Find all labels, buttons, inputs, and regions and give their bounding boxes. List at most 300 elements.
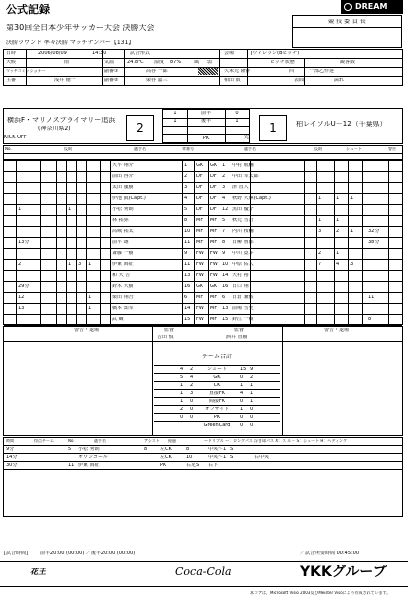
team-total-label: チーム合計	[201, 354, 232, 360]
home-player-number: 2	[184, 174, 188, 179]
column-divider	[182, 227, 183, 238]
home-coach: 吉田 慎	[157, 335, 174, 340]
half1-away: 0	[235, 111, 239, 116]
home-stat-b: 0	[190, 407, 194, 412]
hatched-cell	[198, 68, 218, 75]
home-stat-a: 4	[180, 367, 184, 372]
away-player-number: 8	[222, 240, 226, 245]
goal-no: 5	[68, 447, 72, 452]
column-divider	[316, 227, 317, 238]
column-divider	[110, 205, 111, 216]
column-divider	[66, 282, 67, 293]
goal-row	[4, 446, 402, 454]
goal-desc: 中央～1	[208, 455, 227, 460]
away-stat-2: 1	[336, 218, 340, 223]
column-divider	[334, 238, 335, 249]
player-row	[4, 260, 402, 271]
home-stat-a: 2	[180, 407, 184, 412]
half-scores	[162, 109, 250, 143]
column-divider	[316, 194, 317, 205]
column-divider	[348, 238, 349, 249]
home-player-name: 大平 翔介	[112, 163, 134, 168]
away-player-position: MF	[210, 218, 218, 223]
column-divider	[56, 271, 57, 282]
column-divider	[182, 260, 183, 271]
column-divider	[76, 161, 77, 172]
column-divider	[76, 304, 77, 315]
column-divider	[362, 315, 363, 326]
column-divider	[100, 238, 101, 249]
column-divider	[66, 183, 67, 194]
column-divider	[110, 304, 111, 315]
column-divider	[348, 260, 349, 271]
column-divider	[110, 293, 111, 304]
column-divider	[194, 282, 195, 293]
half2-label: 後半	[200, 119, 211, 124]
cocacola-logo: Coca-Cola	[175, 566, 232, 577]
goal-no2: 8	[186, 447, 190, 452]
column-divider	[56, 161, 57, 172]
stat-row	[154, 373, 280, 381]
away-player-number: 7	[222, 229, 226, 234]
column-divider	[56, 304, 57, 315]
column-divider	[76, 249, 77, 260]
column-divider	[316, 216, 317, 227]
away-stat-a: 0	[240, 399, 244, 404]
column-divider	[16, 183, 17, 194]
column-divider	[334, 227, 335, 238]
home-player-number: 14	[184, 306, 191, 311]
away-stat-a: 4	[240, 391, 244, 396]
player-row	[4, 249, 402, 260]
half1-home: 1	[173, 111, 177, 116]
column-divider	[334, 315, 335, 326]
sponsor-bar	[0, 561, 408, 587]
fourth-label: 四	[289, 69, 295, 74]
column-divider	[110, 315, 111, 326]
player-row	[4, 205, 402, 216]
home-player-number: 4	[184, 196, 188, 201]
home-player-number: 13	[184, 273, 191, 278]
away-stat-b: 1	[250, 399, 254, 404]
column-divider	[40, 260, 41, 271]
column-divider	[348, 271, 349, 282]
player-row	[4, 161, 402, 172]
column-divider	[66, 271, 67, 282]
goal-time: 14分	[6, 455, 18, 460]
away-stat-a: 0	[240, 375, 244, 380]
home-stat-1: 12	[18, 295, 25, 300]
away-stat-1: 7	[318, 262, 322, 267]
fourth-value: 一部乙作達	[309, 69, 335, 74]
home-player-position: DF	[196, 196, 203, 201]
stat-row	[154, 397, 280, 405]
weather-value: 雨	[64, 60, 70, 65]
away-stat-a: 0	[240, 415, 244, 420]
home-stat-1: 2	[18, 262, 22, 267]
column-divider	[100, 282, 101, 293]
column-divider	[208, 183, 209, 194]
column-divider	[304, 260, 305, 271]
home-stat-4: 1	[88, 262, 92, 267]
away-stat-b: 0	[250, 423, 254, 428]
column-divider	[16, 293, 17, 304]
column-divider	[86, 172, 87, 183]
column-divider	[66, 161, 67, 172]
column-divider	[66, 172, 67, 183]
column-divider	[362, 304, 363, 315]
column-divider	[110, 282, 111, 293]
column-divider	[250, 271, 251, 282]
goals-time-header: 時間	[6, 439, 14, 443]
home-player-name: 栗田 翔吾	[112, 295, 134, 300]
away-player-position: GK	[210, 163, 218, 168]
kickoff-label: KICK OFF	[4, 135, 27, 140]
column-divider	[362, 260, 363, 271]
away-stat-1: 2	[318, 251, 322, 256]
away-stat-a: 0	[240, 423, 244, 428]
goals-player-header: 選手名	[94, 439, 106, 443]
column-divider	[208, 260, 209, 271]
stat-label: オフサイド	[204, 407, 230, 412]
stat-label: シュート	[207, 367, 227, 372]
home-player-name: 前田 啓介	[112, 174, 134, 179]
home-player-position: FW	[196, 262, 204, 267]
home-stat-b: 0	[190, 399, 194, 404]
home-stat-1: 13分	[18, 240, 30, 245]
referee2-value: 染谷 嘉三	[146, 78, 168, 83]
column-divider	[100, 216, 101, 227]
column-divider	[86, 194, 87, 205]
column-divider	[56, 172, 57, 183]
column-divider	[66, 238, 67, 249]
column-divider	[182, 238, 183, 249]
referee-value: 浅井 徳一	[54, 78, 76, 83]
column-divider	[208, 172, 209, 183]
column-divider	[56, 260, 57, 271]
match-time-label: [試合時間]	[4, 551, 28, 556]
column-divider	[100, 227, 101, 238]
column-divider	[348, 172, 349, 183]
column-divider	[86, 183, 87, 194]
column-divider	[348, 205, 349, 216]
column-divider	[182, 293, 183, 304]
column-divider	[16, 271, 17, 282]
away-player-name: 中村 航輔	[232, 163, 254, 168]
home-stat-a: 0	[180, 415, 184, 420]
column-divider	[66, 293, 67, 304]
stat-row	[154, 365, 280, 373]
column-divider	[388, 216, 389, 227]
column-divider	[362, 227, 363, 238]
away-player-position: DF	[210, 196, 217, 201]
column-divider	[194, 260, 195, 271]
goal-time: 9分	[6, 447, 15, 452]
stat-label: GK	[213, 375, 221, 380]
column-divider	[86, 205, 87, 216]
column-divider	[316, 172, 317, 183]
column-divider	[316, 315, 317, 326]
column-divider	[40, 205, 41, 216]
home-player-number: 9	[184, 251, 188, 256]
home-player-name: 伊東 海征	[112, 262, 134, 267]
goals-no-header: No.	[68, 439, 75, 443]
column-divider	[304, 183, 305, 194]
home-stat-b: 0	[190, 415, 194, 420]
column-divider	[110, 249, 111, 260]
format-label: 試合形式	[130, 51, 151, 56]
column-divider	[40, 183, 41, 194]
column-divider	[316, 282, 317, 293]
team-stats	[154, 365, 280, 429]
column-divider	[86, 282, 87, 293]
home-player-name: 太田 嵐樹	[112, 185, 134, 190]
column-divider	[362, 271, 363, 282]
kickoff-mark: 先	[244, 135, 250, 140]
column-divider	[76, 183, 77, 194]
column-divider	[16, 249, 17, 260]
column-divider	[76, 282, 77, 293]
surface-label: 表面	[294, 78, 305, 83]
column-divider	[100, 304, 101, 315]
header-player-home: 選手名	[134, 147, 146, 151]
referee2-label: 副審②	[104, 78, 119, 83]
goals-legend: ～ドリブル ～：ロングパス 浮き球パス X：ス ル－ S：シュート H：ヘディング	[204, 439, 347, 443]
away-player-name: 中原 佑人	[232, 262, 254, 267]
away-player-name: 前場 雪史	[232, 306, 254, 311]
soccer-ball-icon	[344, 3, 352, 11]
column-divider	[66, 227, 67, 238]
goal-desc: 右下	[208, 463, 219, 468]
column-divider	[388, 260, 389, 271]
column-divider	[316, 271, 317, 282]
home-player-position: MF	[196, 218, 204, 223]
column-divider	[208, 161, 209, 172]
away-player-number: 6	[222, 295, 226, 300]
date-label: 日時	[6, 51, 17, 56]
column-divider	[76, 315, 77, 326]
away-player-position: MF	[210, 295, 218, 300]
column-divider	[56, 282, 57, 293]
column-divider	[86, 293, 87, 304]
column-divider	[250, 183, 251, 194]
column-divider	[208, 205, 209, 216]
column-divider	[208, 293, 209, 304]
column-divider	[100, 271, 101, 282]
away-stat-b: 9	[250, 367, 254, 372]
player-row	[4, 194, 402, 205]
column-divider	[194, 216, 195, 227]
away-player-name: 津 直人	[232, 185, 249, 190]
column-divider	[348, 161, 349, 172]
column-divider	[40, 161, 41, 172]
column-divider	[66, 205, 67, 216]
away-score-box	[259, 115, 287, 141]
column-divider	[388, 304, 389, 315]
column-divider	[56, 227, 57, 238]
spectators-label: 観客数	[340, 60, 356, 65]
goals-team-header: 得点チーム	[34, 439, 54, 443]
column-divider	[16, 282, 17, 293]
home-score: 2	[136, 122, 144, 134]
column-divider	[16, 172, 17, 183]
header-player-away: 選手名	[244, 147, 256, 151]
home-stat-b: 4	[190, 375, 194, 380]
column-divider	[182, 183, 183, 194]
home-score-box	[126, 115, 154, 141]
away-stat-2: 1	[336, 251, 340, 256]
column-divider	[40, 249, 41, 260]
column-divider	[388, 249, 389, 260]
home-player-position: DF	[196, 207, 203, 212]
home-player-name: 小松 秀朗	[112, 207, 134, 212]
away-note: 11	[368, 295, 375, 300]
column-divider	[110, 161, 111, 172]
column-divider	[316, 260, 317, 271]
away-player-name: 鈴江 一樹	[232, 317, 254, 322]
away-player-name: 中川 寛斗	[232, 251, 254, 256]
goals-assist-header: アシスト	[144, 439, 160, 443]
home-player-position: FW	[196, 306, 204, 311]
player-row	[4, 271, 402, 282]
away-stat-b: 0	[250, 415, 254, 420]
column-divider	[388, 194, 389, 205]
column-divider	[86, 271, 87, 282]
away-stat-a: 15	[240, 367, 247, 372]
column-divider	[40, 315, 41, 326]
column-divider	[66, 304, 67, 315]
player-row	[4, 238, 402, 249]
column-divider	[334, 293, 335, 304]
column-divider	[316, 249, 317, 260]
column-divider	[362, 293, 363, 304]
cards-label-away: 警告・退場	[324, 328, 350, 333]
player-row	[4, 216, 402, 227]
footer-note: 本コアは，Microsoft Visio 2003及びMeister Visoにより作成されています。	[250, 591, 391, 595]
column-divider	[16, 216, 17, 227]
goal-row	[4, 462, 402, 470]
away-note: 8	[368, 317, 372, 322]
away-stat-3: 1	[350, 196, 354, 201]
column-divider	[348, 282, 349, 293]
column-divider	[194, 194, 195, 205]
column-divider	[100, 194, 101, 205]
column-divider	[40, 238, 41, 249]
column-divider	[304, 282, 305, 293]
away-player-name: 日口 翔	[232, 284, 249, 289]
home-player-number: 1	[184, 163, 188, 168]
away-stat-a: 1	[240, 407, 244, 412]
column-divider	[100, 260, 101, 271]
column-divider	[66, 216, 67, 227]
stat-label: 間接FK	[208, 399, 226, 404]
home-stat-a: 5	[180, 375, 184, 380]
player-row	[4, 315, 402, 326]
away-stat-1: 3	[318, 229, 322, 234]
away-player-position: GK	[210, 284, 218, 289]
column-divider	[194, 293, 195, 304]
home-stat-2: 1	[68, 207, 72, 212]
column-divider	[182, 205, 183, 216]
column-divider	[110, 271, 111, 282]
column-divider	[388, 293, 389, 304]
column-divider	[334, 183, 335, 194]
stat-row	[154, 421, 280, 429]
column-divider	[76, 172, 77, 183]
player-row	[4, 304, 402, 315]
venue-value: Jヴィレッジ(Bピッチ)	[251, 51, 300, 56]
home-team-name: 横浜F・マリノスプライマリー追浜	[7, 117, 116, 124]
away-player-name: 大村 裕	[232, 273, 249, 278]
column-divider	[316, 205, 317, 216]
away-stat-2: 4	[336, 262, 340, 267]
away-stat-b: 1	[250, 383, 254, 388]
home-stat-a: 1	[180, 399, 184, 404]
column-divider	[362, 172, 363, 183]
goal-assist: 8	[144, 447, 148, 452]
column-divider	[16, 260, 17, 271]
away-player-position: FW	[210, 251, 218, 256]
column-divider	[388, 315, 389, 326]
home-player-position: MF	[196, 295, 204, 300]
half2-home: 1	[173, 119, 177, 124]
away-stat-a: 1	[240, 383, 244, 388]
column-divider	[40, 194, 41, 205]
column-divider	[362, 216, 363, 227]
away-player-number: 16	[222, 284, 229, 289]
referee1-label: 副審①	[104, 69, 119, 74]
column-divider	[182, 249, 183, 260]
column-divider	[304, 227, 305, 238]
column-divider	[334, 249, 335, 260]
column-divider	[182, 315, 183, 326]
column-divider	[208, 304, 209, 315]
column-divider	[334, 260, 335, 271]
player-row	[4, 227, 402, 238]
home-stat-a: 1	[180, 383, 184, 388]
column-divider	[334, 194, 335, 205]
home-player-name: 武 蔵	[112, 317, 124, 322]
home-player-position: FW	[196, 251, 204, 256]
column-divider	[362, 249, 363, 260]
column-divider	[182, 271, 183, 282]
goal-player: 伊東 海征	[78, 463, 100, 468]
home-stat-2: 1	[68, 262, 72, 267]
column-divider	[388, 271, 389, 282]
stat-label: PK	[213, 415, 221, 420]
away-coach: 酒井 直樹	[226, 335, 248, 340]
column-divider	[316, 161, 317, 172]
away-player-number: 3	[222, 185, 226, 190]
column-divider	[362, 183, 363, 194]
column-divider	[316, 183, 317, 194]
column-divider	[86, 238, 87, 249]
column-divider	[304, 304, 305, 315]
column-divider	[362, 194, 363, 205]
home-player-number: 5	[184, 207, 188, 212]
column-divider	[208, 194, 209, 205]
player-row	[4, 172, 402, 183]
column-divider	[76, 238, 77, 249]
column-divider	[56, 238, 57, 249]
column-divider	[100, 205, 101, 216]
column-divider	[110, 216, 111, 227]
goal-no: 11	[68, 463, 75, 468]
weather-label: 天候	[6, 60, 17, 65]
round-label: 決勝ラウンド 準々決勝 マッチナンバー【131】	[6, 40, 135, 46]
home-player-position: GK	[196, 284, 204, 289]
goal-no2: 10	[186, 455, 193, 460]
